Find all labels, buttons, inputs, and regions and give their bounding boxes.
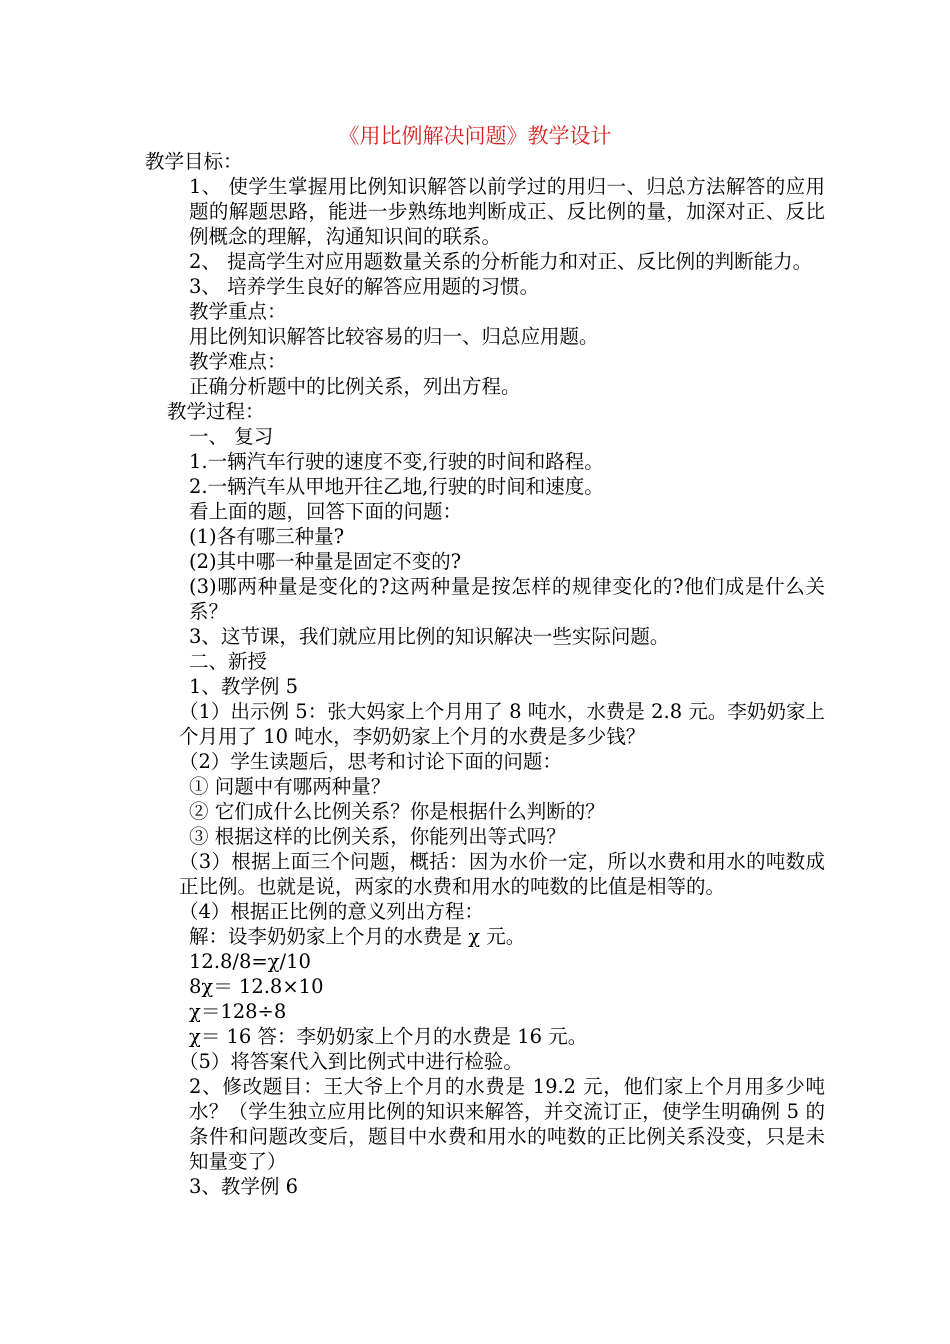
paragraph: 1、 使学生掌握用比例知识解答以前学过的用归一、归总方法解答的应用题的解题思路，能进一步熟练地判断成正、反比例的量，加深对正、反比例概念的理解，沟通知识间的联系。 (189, 175, 825, 248)
paragraph: χ＝128÷8 (189, 1000, 287, 1023)
document-body (145, 149, 825, 1199)
paragraph: 2.一辆汽车从甲地开往乙地,行驶的时间和速度。 (189, 475, 604, 498)
paragraph: 用比例知识解答比较容易的归一、归总应用题。 (189, 325, 599, 348)
paragraph: （5）将答案代入到比例式中进行检验。 (179, 1050, 523, 1073)
paragraph: ③ 根据这样的比例关系，你能列出等式吗？ (189, 825, 566, 848)
paragraph: 3、这节课，我们就应用比例的知识解决一些实际问题。 (189, 625, 670, 648)
paragraph: （1）出示例 5：张大妈家上个月用了 8 吨水，水费是 2.8 元。李奶奶家上个月用了 10 吨水，李奶奶家上个月的水费是多少钱？ (179, 700, 825, 748)
paragraph: 看上面的题，回答下面的问题： (189, 500, 463, 523)
paragraph: 一、 复习 (189, 425, 274, 448)
paragraph: 1.一辆汽车行驶的速度不变,行驶的时间和路程。 (189, 450, 604, 473)
paragraph: ① 问题中有哪两种量？ (189, 775, 391, 798)
paragraph: 二、新授 (189, 650, 268, 673)
document-title: 《用比例解决问题》教学设计 (338, 124, 612, 148)
paragraph: (2)其中哪一种量是固定不变的? (189, 550, 462, 573)
paragraph: (1)各有哪三种量? (189, 525, 345, 548)
paragraph: ② 它们成什么比例关系？你是根据什么判断的？ (189, 800, 605, 823)
paragraph: 教学重点： (189, 300, 287, 323)
paragraph: 教学难点： (189, 350, 287, 373)
paragraph: 12.8/8=χ/10 (189, 950, 311, 973)
paragraph: 教学目标： (145, 150, 243, 173)
paragraph: 2、修改题目：王大爷上个月的水费是 19.2 元，他们家上个月用多少吨水？（学生独立应用比例的知识来解答，并交流订正，使学生明确例 5 的条件和问题改变后，题目中水费和用水的吨数的正比例关系没变，只是未知量变了） (189, 1075, 825, 1173)
paragraph: 解：设李奶奶家上个月的水费是 χ 元。 (189, 925, 526, 948)
paragraph: （4）根据正比例的意义列出方程： (179, 900, 484, 923)
paragraph: 2、 提高学生对应用题数量关系的分析能力和对正、反比例的判断能力。 (189, 250, 813, 273)
paragraph: 正确分析题中的比例关系，列出方程。 (189, 375, 521, 398)
paragraph: 1、教学例 5 (189, 675, 299, 698)
paragraph: 3、教学例 6 (189, 1175, 299, 1198)
paragraph: （2）学生读题后，思考和讨论下面的问题： (179, 750, 562, 773)
paragraph: χ＝ 16 答：李奶奶家上个月的水费是 16 元。 (189, 1025, 588, 1048)
paragraph: （3）根据上面三个问题，概括：因为水价一定，所以水费和用水的吨数成正比例。也就是说，两家的水费和用水的吨数的比值是相等的。 (179, 850, 825, 898)
paragraph: 8χ＝ 12.8×10 (189, 975, 324, 998)
paragraph: 教学过程： (167, 400, 265, 423)
paragraph: 3、 培养学生良好的解答应用题的习惯。 (189, 275, 540, 298)
paragraph: (3)哪两种量是变化的?这两种量是按怎样的规律变化的?他们成是什么关系？ (189, 575, 825, 623)
